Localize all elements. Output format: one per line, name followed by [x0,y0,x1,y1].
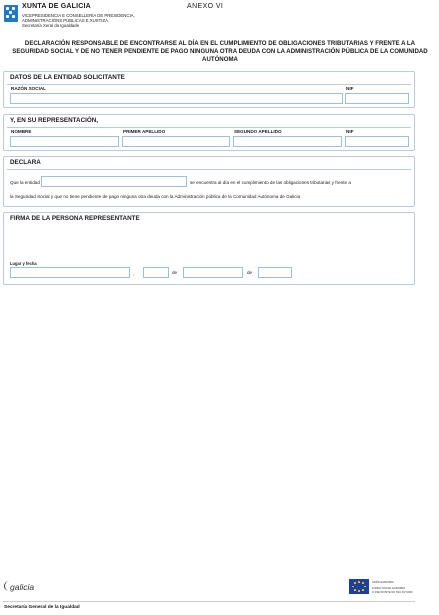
day-field[interactable] [143,267,169,278]
signature-section-title: FIRMA DE LA PERSONA REPRESENTANTE [10,215,140,222]
declaration-text-after: se encuentra al día en el cumplimiento de las obligaciones tributarias y frente a [190,180,351,185]
segundo-apellido-field[interactable] [233,136,342,147]
place-field[interactable] [10,267,130,278]
comma-separator: , [133,271,135,276]
entity-nif-field[interactable] [345,93,409,104]
org-line-1: VICEPRESIDENCIA E CONSELLERÍA DE PRESIDENCIA, [22,13,135,18]
representative-nif-field[interactable] [345,136,409,147]
year-field[interactable] [258,267,292,278]
nombre-field[interactable] [10,136,119,147]
section-divider [7,84,411,85]
annex-label: ANEXO VI [187,3,224,10]
eu-flag-icon [349,579,369,594]
declaration-entity-field[interactable] [41,176,187,187]
signature-section [3,212,415,285]
org-line-3: Secretaría Xeral da Igualdade [22,23,80,28]
representative-nif-label: NIF [346,129,354,134]
eu-line-2: FONDO SOCIAL EUROPEO [372,587,406,590]
representation-section [3,114,415,151]
footer-divider [3,601,415,602]
nombre-label: NOMBRE [11,129,32,134]
de-label-2: de [247,270,253,275]
eu-line-1: UNIÓN EUROPEA [372,581,394,584]
section-divider [7,169,411,170]
month-field[interactable] [183,267,243,278]
primer-apellido-label: PRIMER APELLIDO [123,129,166,134]
de-label-1: de [172,270,178,275]
declaration-text-before: Que la entidad [10,180,40,185]
org-name: XUNTA DE GALICIA [22,3,91,10]
section-divider [7,127,411,128]
secretariat-footer: Secretaría General de la Igualdad [4,605,80,610]
primer-apellido-field[interactable] [122,136,230,147]
place-date-label: Lugar y fecha [10,261,37,266]
entity-nif-label: NIF [346,86,354,91]
entity-section-title: DATOS DE LA ENTIDAD SOLICITANTE [10,74,125,81]
declaration-text-line-2: la Seguridad Social y que no tiene pendiente de pago ninguna otra deuda con la Administración pública de la Comunidad Autónoma de Galicia [10,194,301,199]
segundo-apellido-label: SEGUNDO APELLIDO [234,129,282,134]
document-title: DECLARACIÓN RESPONSABLE DE ENCONTRARSE AL DÍA EN EL CUMPLIMIENTO DE OBLIGACIONES TRIBUTARIAS Y FRENTE A LA SEGURIDAD SOCIAL Y DE NO TENER PENDIENTE DE PAGO NINGUNA OTRA DEUDA CON LA ADMINISTRACIÓN PÚBLICA DE LA COMUNIDAD AUTÓNOMA [12,40,428,64]
galicia-logo: galicia [10,582,35,592]
razon-social-field[interactable] [10,93,343,104]
entity-section [3,71,415,108]
razon-social-label: RAZÓN SOCIAL [11,86,46,91]
declaration-section-title: DECLARA [10,159,41,166]
declaration-section [3,156,415,207]
eu-line-3: O FSE INVISTE NO TEU FUTURO [372,591,413,594]
xunta-galicia-flag-icon [4,5,18,22]
representation-section-title: Y, EN SU REPRESENTACIÓN, [10,117,99,124]
org-line-2: ADMINISTRACIÓNS PÚBLICAS E XUSTIZA [22,18,108,23]
